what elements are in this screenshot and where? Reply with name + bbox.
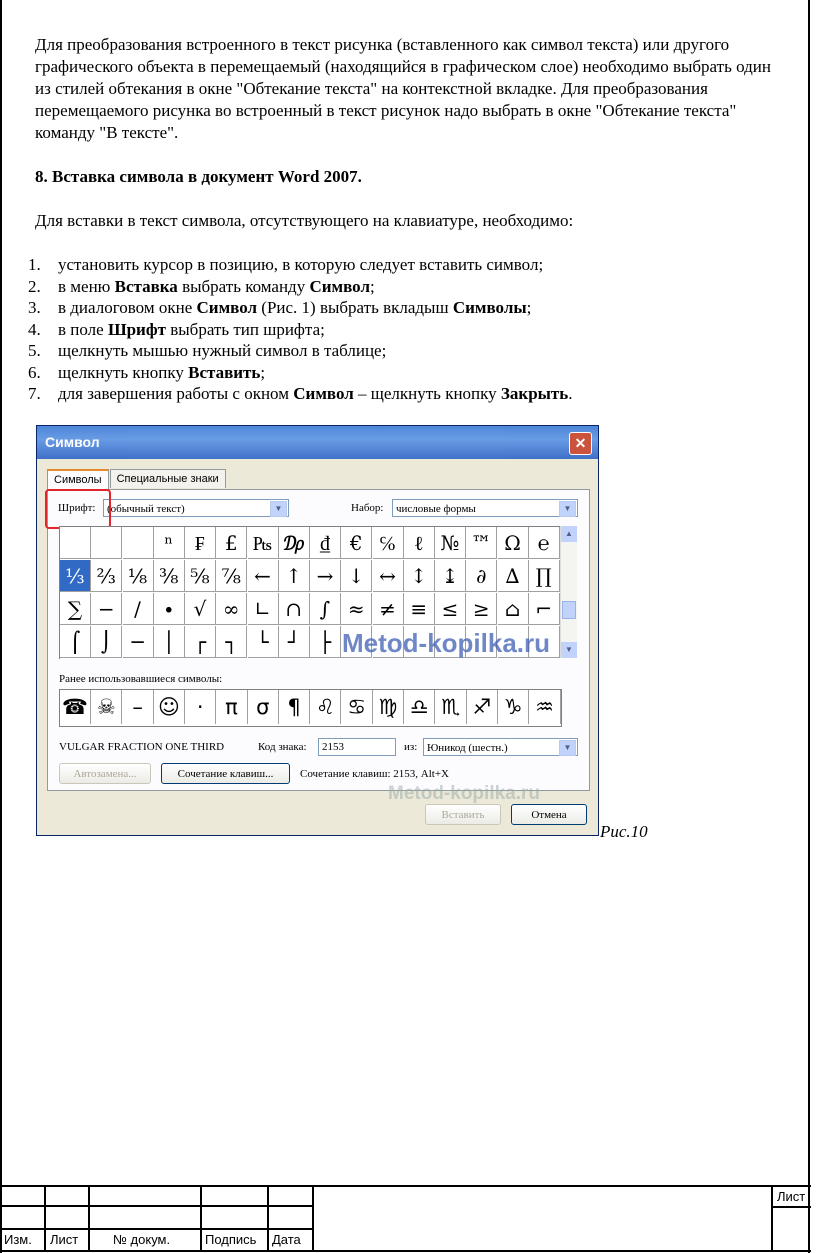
close-icon[interactable]: ✕ [569,432,592,455]
symbol-cell[interactable]: ≠ [373,593,404,625]
list-item [28,297,780,319]
symbol-cell[interactable]: ℮ [529,527,560,559]
symbol-cell[interactable]: ∑ [60,593,91,625]
symbol-cell[interactable]: ∕ [123,593,154,625]
from-label: из: [404,741,418,753]
list-text: – щелкнуть кнопку [353,384,501,403]
symbol-cell[interactable]: ∟ [248,593,279,625]
symbol-cell[interactable]: № [435,527,466,559]
chevron-down-icon: ▼ [559,501,576,517]
bold-term: Шрифт [107,319,166,339]
stamp-col-change: Изм. [4,1232,32,1247]
title-block [0,1185,811,1251]
dialog-titlebar [37,426,598,459]
symbol-cell[interactable]: ⌠ [60,626,91,658]
recent-symbol-cell[interactable]: · [185,690,216,724]
list-number: 1. [28,255,41,274]
tab-symbols[interactable]: Символы [47,469,109,489]
symbol-cell[interactable] [123,527,154,559]
recent-symbol-cell[interactable]: π [217,690,248,724]
watermark: Metod-kopilka.ru [342,628,551,658]
intro-paragraph: Для преобразования встроенного в текст рисунка (вставленного как символ текста) или другого графического объекта в перемещаемый (находящийся в графическом слое) необходимо выбрать один из стилей обтекания в окне "Обтекание текста" на контекстной вкладке. Для преобразования перемещаемого рисунка во встроенный в текст рисунок надо выбрать в окне "Обтекание текста" команду "В тексте". [35,35,771,142]
stamp-line [0,1185,811,1187]
list-item [28,362,780,384]
font-highlight-box [45,489,111,529]
cancel-button[interactable]: Отмена [511,804,587,825]
list-text: щелкнуть мышью нужный символ в таблице; [58,341,387,360]
list-number: 5. [28,341,41,360]
symbol-cell[interactable]: £ [216,527,247,559]
stamp-line [44,1185,46,1251]
symbol-cell[interactable]: ∆ [498,560,529,592]
frame-left-border [0,0,2,1253]
steps-list [28,254,780,405]
from-select[interactable] [423,738,578,756]
document-body [28,34,780,405]
list-text: установить курсор в позицию, в которую следует вставить символ; [58,255,544,274]
shortcut-text: Сочетание клавиш: 2153, Alt+X [300,768,449,780]
recent-symbol-cell[interactable]: ☎ [60,690,91,724]
symbol-cell[interactable]: ⌡ [91,626,122,658]
symbol-cell[interactable]: ⅝ [185,560,216,592]
symbol-cell[interactable] [60,527,91,559]
bold-term: Закрыть [500,384,569,403]
symbol-cell[interactable]: √ [185,593,216,625]
symbol-cell[interactable]: ⌂ [498,593,529,625]
grid-scrollbar[interactable] [560,526,577,658]
recent-symbol-cell[interactable]: ♏ [436,690,467,724]
subset-select-value: числовые формы [396,503,476,515]
symbol-cell[interactable]: ∂ [466,560,497,592]
code-label: Код знака: [258,741,307,753]
symbol-cell[interactable]: ℓ [404,527,435,559]
list-item [28,276,780,298]
recent-label: Ранее использовавшиеся символы: [59,673,223,685]
font-select-value: (обычный текст) [107,503,185,515]
figure-caption: Рис.10 [600,822,648,841]
symbol-cell[interactable]: ⅛ [123,560,154,592]
list-text: ; [370,276,375,296]
recent-symbol-cell[interactable]: ♎ [404,690,435,724]
stamp-line [267,1185,269,1251]
stamp-col-sheet: Лист [50,1232,79,1247]
section-heading: 8. Вставка символа в документ Word 2007. [35,167,362,186]
symbol-cell[interactable]: ⅞ [216,560,247,592]
list-text: выбрать тип шрифта; [165,319,325,339]
tab-special-chars[interactable]: Специальные знаки [110,469,226,488]
bold-term: Символ [196,298,258,317]
stamp-col-docnum: № докум. [113,1232,171,1247]
symbol-cell[interactable]: ≈ [341,593,372,625]
recent-symbols[interactable] [59,689,562,727]
symbol-cell[interactable]: ≡ [404,593,435,625]
scroll-thumb[interactable] [562,601,576,619]
bold-term: Вставить [188,362,261,382]
symbol-cell[interactable]: ₧ [248,527,279,559]
symbol-cell[interactable]: ┘ [279,626,310,658]
list-item [28,254,780,276]
bold-term: Символ [309,276,370,296]
symbol-cell[interactable]: ₫ [310,527,341,559]
recent-symbol-cell[interactable]: ♐ [467,690,498,724]
recent-symbol-cell[interactable]: ☠ [91,690,122,724]
lead-paragraph: Для вставки в текст символа, отсутствующего на клавиатуре, необходимо: [35,211,574,230]
list-text: в диалоговом окне [58,298,197,317]
list-number: 7. [28,384,41,403]
insert-button[interactable]: Вставить [425,804,501,825]
list-text: ; [260,362,266,382]
list-item [28,319,780,341]
scroll-down-icon[interactable]: ▼ [561,642,577,658]
symbol-cell[interactable]: ≤ [435,593,466,625]
symbol-cell[interactable]: ├ [310,626,341,658]
dialog-title: Символ [45,434,100,450]
symbol-cell[interactable]: ⌐ [529,593,560,625]
font-select[interactable] [103,499,289,517]
symbol-cell[interactable]: ⁿ [154,527,185,559]
symbol-cell[interactable]: ⅔ [91,560,122,592]
list-text: в меню [58,276,115,296]
symbol-cell[interactable]: ↓ [341,560,372,592]
autocorrect-button[interactable]: Автозамена... [59,763,151,784]
symbol-cell[interactable]: − [91,593,122,625]
stamp-line [200,1185,202,1251]
stamp-line [0,1228,312,1230]
symbol-cell[interactable]: ℅ [373,527,404,559]
bold-term: Символ [293,384,354,403]
scroll-up-icon[interactable]: ▲ [561,526,577,542]
recent-symbol-cell[interactable]: ♍ [373,690,404,724]
symbol-cell[interactable]: ← [248,560,279,592]
stamp-line [0,1205,312,1207]
list-item [28,383,780,405]
symbol-cell[interactable]: ∩ [279,593,310,625]
symbol-cell[interactable]: ↔ [373,560,404,592]
symbol-cell[interactable]: └ [248,626,279,658]
symbol-cell[interactable]: ∏ [529,560,560,592]
symbol-cell[interactable]: ∞ [216,593,247,625]
chevron-down-icon: ▼ [559,740,576,756]
symbol-cell[interactable]: ∙ [154,593,185,625]
stamp-col-signature: Подпись [205,1232,257,1247]
symbol-cell[interactable] [91,527,122,559]
symbol-cell[interactable]: Ω [498,527,529,559]
frame-right-border [808,0,810,1253]
stamp-line [88,1185,90,1251]
recent-symbol-cell[interactable]: ♌ [310,690,341,724]
shortcut-button[interactable]: Сочетание клавиш... [161,763,290,784]
stamp-line [312,1185,314,1251]
stamp-line [771,1206,811,1208]
stamp-line [771,1185,773,1251]
font-label: Шрифт: [58,502,96,514]
dialog-tabs [47,468,227,488]
symbol-cell[interactable]: → [310,560,341,592]
symbol-cell[interactable]: ↕ [404,560,435,592]
symbol-cell[interactable]: ₣ [185,527,216,559]
symbol-cell[interactable]: ↨ [435,560,466,592]
symbol-cell[interactable]: ↑ [279,560,310,592]
list-number: 2. [28,276,41,296]
symbol-cell[interactable]: ₯ [279,527,310,559]
list-text: ; [526,298,532,317]
symbol-cell[interactable]: € [341,527,372,559]
recent-symbol-cell[interactable]: ☺ [154,690,185,724]
chevron-down-icon: ▼ [270,501,287,517]
recent-symbol-cell[interactable]: σ [248,690,279,724]
recent-symbol-cell[interactable]: – [123,690,154,724]
list-number: 4. [28,319,41,339]
symbol-cell[interactable]: │ [154,626,185,658]
symbol-cell[interactable]: ┐ [216,626,247,658]
char-name: VULGAR FRACTION ONE THIRD [59,741,225,753]
list-text: . [568,384,573,403]
watermark-faded: Metod-kopilka.ru [388,783,541,804]
recent-symbol-cell[interactable]: ♑ [498,690,529,724]
recent-symbol-cell[interactable]: ¶ [279,690,310,724]
list-number: 3. [28,298,41,317]
list-number: 6. [28,362,41,382]
symbol-cell[interactable]: ≥ [466,593,497,625]
symbol-cell[interactable]: ∫ [310,593,341,625]
symbol-cell[interactable]: ┌ [185,626,216,658]
symbol-cell[interactable]: ™ [466,527,497,559]
list-item [28,340,780,362]
code-input[interactable]: 2153 [318,738,396,756]
list-text: (Рис. 1) выбрать вкладыш [257,298,453,317]
symbol-cell[interactable]: ─ [123,626,154,658]
subset-label: Набор: [351,502,384,514]
stamp-col-date: Дата [272,1232,301,1247]
recent-symbol-cell[interactable]: ♋ [342,690,373,724]
list-text: в поле [58,319,108,339]
recent-symbol-cell[interactable]: ♒ [530,690,561,724]
list-text: для завершения работы с окном [58,384,294,403]
subset-select[interactable] [392,499,578,517]
from-select-value: Юникод (шестн.) [427,742,508,754]
symbol-cell[interactable]: ⅓ [60,560,91,592]
symbol-cell[interactable]: ⅜ [154,560,185,592]
bold-term: Символы [452,298,527,317]
list-text: щелкнуть кнопку [58,362,189,382]
stamp-sheet-label: Лист [777,1189,806,1204]
bold-term: Вставка [114,276,178,296]
list-text: выбрать команду [177,276,310,296]
